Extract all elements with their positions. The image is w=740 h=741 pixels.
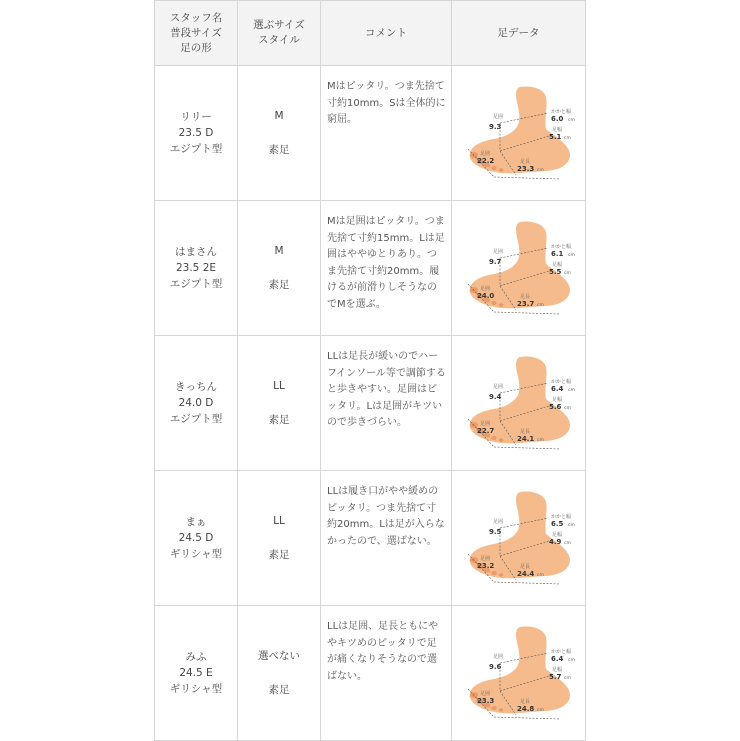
foot-diagram [460, 488, 578, 588]
staff-name: みふ [185, 651, 207, 663]
style: 素足 [268, 279, 290, 291]
instep-label: 足囲 [492, 654, 503, 660]
girth-label: 足囲 [479, 421, 490, 427]
width-value: 5.5 [548, 268, 561, 276]
header-row [155, 1, 586, 66]
usual-size: 23.5 D [178, 127, 214, 139]
usual-size: 23.5 2E [175, 262, 217, 274]
comment-cell [321, 606, 452, 741]
staff-name: リリー [180, 111, 212, 123]
comment-cell [321, 66, 452, 201]
heel-value: 6.4 [550, 655, 563, 663]
svg-text:cm: cm [563, 136, 571, 141]
comment-text: Mはピッタリ。つま先捨て寸約10mm。Sは全体的に窮屈。 [327, 81, 446, 125]
girth-value: 23.2 [476, 562, 494, 570]
instep-value: 9.5 [488, 528, 501, 536]
length-value: 24.4 [516, 570, 534, 578]
foot-cell [452, 66, 586, 201]
usual-size: 24.5 D [178, 532, 214, 544]
heel-label: かかと幅 [550, 514, 571, 520]
svg-text:cm: cm [567, 523, 575, 528]
staff-name: はまさん [175, 246, 217, 258]
length-label: 足長 [519, 564, 530, 570]
girth-label: 足囲 [479, 286, 490, 292]
width-label: 足幅 [551, 262, 562, 268]
size-cell [238, 66, 321, 201]
svg-text:cm: cm [567, 253, 575, 258]
staff-cell [155, 66, 238, 201]
table-row [155, 606, 586, 741]
svg-text:cm: cm [563, 271, 571, 276]
foot-diagram [460, 623, 578, 723]
length-label: 足長 [519, 429, 530, 435]
comment-text: Mは足囲はピッタリ。つま先捨て寸約15mm。Lは足囲はややゆとりあり。つま先捨て寸約20mm。履けるが前滑りしそうなのでMを選ぶ。 [327, 216, 445, 310]
length-value: 23.3 [516, 165, 534, 173]
instep-label: 足囲 [492, 384, 503, 390]
staff-foot-table [154, 0, 586, 741]
instep-value: 9.7 [488, 258, 501, 266]
svg-text:cm: cm [563, 676, 571, 681]
foot-cell [452, 606, 586, 741]
length-value: 24.8 [516, 705, 534, 713]
svg-text:cm: cm [536, 573, 544, 578]
chosen-size: LL [273, 380, 285, 392]
comment-text: LLは履き口がやや緩めのピッタリ。つま先捨て寸約20mm。Lは足が入らなかったので、選ばない。 [327, 486, 445, 547]
size-cell [238, 336, 321, 471]
width-value: 5.1 [548, 133, 561, 141]
length-label: 足長 [519, 159, 530, 165]
foot-shape: エジプト型 [169, 413, 223, 425]
svg-text:cm: cm [567, 118, 575, 123]
length-label: 足長 [519, 699, 530, 705]
size-cell [238, 471, 321, 606]
heel-value: 6.4 [550, 385, 563, 393]
foot-cell [452, 201, 586, 336]
girth-value: 22.2 [476, 157, 494, 165]
instep-label: 足囲 [492, 519, 503, 525]
svg-text:cm: cm [567, 388, 575, 393]
width-value: 5.6 [548, 403, 561, 411]
width-label: 足幅 [551, 532, 562, 538]
usual-size: 24.0 D [178, 397, 214, 409]
length-value: 24.1 [516, 435, 534, 443]
foot-diagram [460, 83, 578, 183]
staff-cell [155, 606, 238, 741]
foot-shape: エジプト型 [169, 143, 223, 155]
girth-value: 23.3 [476, 697, 494, 705]
comment-cell [321, 336, 452, 471]
comment-text: LLは足囲、足長ともにややキツめのピッタリで足が痛くなりそうなので選ばない。 [327, 621, 439, 682]
size-cell [238, 201, 321, 336]
width-label: 足幅 [551, 397, 562, 403]
chosen-size: M [274, 110, 284, 122]
instep-value: 9.6 [488, 663, 501, 671]
comment-text: LLは足長が緩いのでハーフインソール等で調節すると歩きやすい。足囲はピッタリ。Lは足囲がキツいので歩きづらい。 [327, 351, 446, 428]
heel-value: 6.5 [550, 520, 563, 528]
foot-cell [452, 336, 586, 471]
staff-cell [155, 336, 238, 471]
svg-text:cm: cm [536, 438, 544, 443]
header-foot: 足データ [452, 1, 586, 66]
table-row [155, 471, 586, 606]
style: 素足 [268, 144, 290, 156]
length-label: 足長 [519, 294, 530, 300]
instep-value: 9.4 [488, 393, 501, 401]
foot-shape: ギリシャ型 [169, 683, 223, 695]
chosen-size: LL [273, 515, 285, 527]
heel-label: かかと幅 [550, 379, 571, 385]
foot-shape: ギリシャ型 [169, 548, 223, 560]
heel-value: 6.0 [550, 115, 563, 123]
foot-shape: エジプト型 [169, 278, 223, 290]
girth-label: 足囲 [479, 691, 490, 697]
foot-cell [452, 471, 586, 606]
table-row [155, 66, 586, 201]
table-row [155, 201, 586, 336]
instep-label: 足囲 [492, 249, 503, 255]
width-value: 4.9 [548, 538, 561, 546]
width-value: 5.7 [548, 673, 561, 681]
heel-label: かかと幅 [550, 244, 571, 250]
svg-text:cm: cm [536, 708, 544, 713]
girth-value: 24.0 [476, 292, 494, 300]
header-staff: スタッフ名 普段サイズ 足の形 [155, 1, 238, 66]
foot-diagram [460, 353, 578, 453]
style: 素足 [268, 549, 290, 561]
comment-cell [321, 471, 452, 606]
table-row [155, 336, 586, 471]
usual-size: 24.5 E [179, 667, 213, 679]
heel-label: かかと幅 [550, 649, 571, 655]
style: 素足 [268, 414, 290, 426]
style: 素足 [268, 684, 290, 696]
svg-text:cm: cm [563, 541, 571, 546]
header-size: 選ぶサイズ スタイル [238, 1, 321, 66]
staff-cell [155, 201, 238, 336]
width-label: 足幅 [551, 667, 562, 673]
girth-label: 足囲 [479, 556, 490, 562]
svg-text:cm: cm [567, 658, 575, 663]
chosen-size: M [274, 245, 284, 257]
size-cell [238, 606, 321, 741]
girth-value: 22.7 [476, 427, 494, 435]
instep-label: 足囲 [492, 114, 503, 120]
svg-text:cm: cm [563, 406, 571, 411]
heel-value: 6.1 [550, 250, 563, 258]
header-comment: コメント [321, 1, 452, 66]
comment-cell [321, 201, 452, 336]
staff-cell [155, 471, 238, 606]
svg-text:cm: cm [536, 303, 544, 308]
chosen-size: 選べない [258, 650, 300, 662]
staff-name: まぁ [185, 516, 207, 528]
svg-text:cm: cm [536, 168, 544, 173]
length-value: 23.7 [516, 300, 534, 308]
girth-label: 足囲 [479, 151, 490, 157]
instep-value: 9.3 [488, 123, 501, 131]
heel-label: かかと幅 [550, 109, 571, 115]
width-label: 足幅 [551, 127, 562, 133]
foot-diagram [460, 218, 578, 318]
staff-name: きっちん [175, 381, 217, 393]
